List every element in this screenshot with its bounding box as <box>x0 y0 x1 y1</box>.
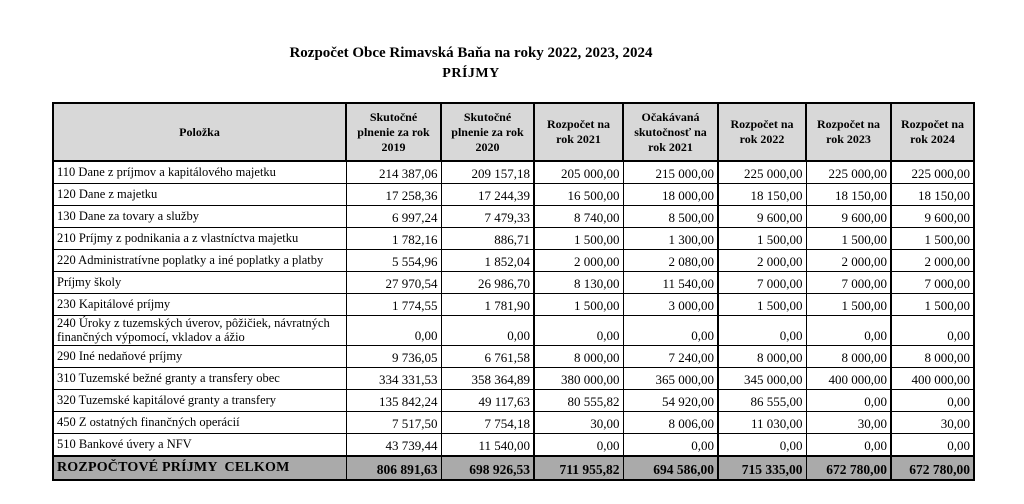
cell-value: 694 586,00 <box>623 456 718 480</box>
row-label: ROZPOČTOVÉ PRÍJMY CELKOM <box>53 456 346 480</box>
cell-value: 0,00 <box>891 316 974 346</box>
cell-value: 1 500,00 <box>891 228 974 250</box>
table-body <box>53 161 974 480</box>
cell-value: 1 500,00 <box>534 294 623 316</box>
cell-value: 806 891,63 <box>346 456 441 480</box>
table-row <box>53 367 974 389</box>
cell-value: 18 150,00 <box>891 184 974 206</box>
cell-value: 43 739,44 <box>346 433 441 456</box>
row-label: 110 Dane z príjmov a kapitálového majetku <box>53 161 346 184</box>
cell-value: 1 500,00 <box>718 294 806 316</box>
cell-value: 1 852,04 <box>441 250 534 272</box>
cell-value: 9 600,00 <box>806 206 891 228</box>
cell-value: 80 555,82 <box>534 389 623 411</box>
document-title: Rozpočet Obce Rimavská Baňa na roky 2022, 2023, 2024 <box>289 45 653 61</box>
row-label: 510 Bankové úvery a NFV <box>53 433 346 456</box>
cell-value: 8 000,00 <box>534 345 623 367</box>
cell-value: 214 387,06 <box>346 161 441 184</box>
table-row <box>53 184 974 206</box>
cell-value: 8 500,00 <box>623 206 718 228</box>
cell-value: 6 761,58 <box>441 345 534 367</box>
cell-value: 8 000,00 <box>806 345 891 367</box>
column-header: Rozpočet na rok 2023 <box>806 103 891 161</box>
cell-value: 7 000,00 <box>891 272 974 294</box>
cell-value: 1 781,90 <box>441 294 534 316</box>
cell-value: 225 000,00 <box>718 161 806 184</box>
cell-value: 9 600,00 <box>891 206 974 228</box>
cell-value: 2 080,00 <box>623 250 718 272</box>
cell-value: 711 955,82 <box>534 456 623 480</box>
cell-value: 8 000,00 <box>891 345 974 367</box>
cell-value: 17 244,39 <box>441 184 534 206</box>
cell-value: 0,00 <box>806 433 891 456</box>
cell-value: 2 000,00 <box>534 250 623 272</box>
cell-value: 0,00 <box>623 316 718 346</box>
cell-value: 345 000,00 <box>718 367 806 389</box>
cell-value: 715 335,00 <box>718 456 806 480</box>
cell-value: 30,00 <box>806 411 891 433</box>
cell-value: 215 000,00 <box>623 161 718 184</box>
document-subtitle: PRÍJMY <box>442 65 500 81</box>
cell-value: 11 540,00 <box>441 433 534 456</box>
cell-value: 205 000,00 <box>534 161 623 184</box>
table-row <box>53 294 974 316</box>
cell-value: 380 000,00 <box>534 367 623 389</box>
cell-value: 400 000,00 <box>891 367 974 389</box>
cell-value: 225 000,00 <box>891 161 974 184</box>
cell-value: 16 500,00 <box>534 184 623 206</box>
cell-value: 7 000,00 <box>718 272 806 294</box>
row-label: 320 Tuzemské kapitálové granty a transfery <box>53 389 346 411</box>
cell-value: 5 554,96 <box>346 250 441 272</box>
cell-value: 0,00 <box>441 316 534 346</box>
column-header: Skutočné plnenie za rok 2019 <box>346 103 441 161</box>
cell-value: 8 740,00 <box>534 206 623 228</box>
table-row <box>53 433 974 456</box>
title-block <box>0 44 942 82</box>
row-label: 290 Iné nedaňové príjmy <box>53 345 346 367</box>
cell-value: 26 986,70 <box>441 272 534 294</box>
table-row <box>53 345 974 367</box>
column-header-polozka: Položka <box>53 103 346 161</box>
cell-value: 0,00 <box>806 316 891 346</box>
cell-value: 8 130,00 <box>534 272 623 294</box>
cell-value: 7 479,33 <box>441 206 534 228</box>
row-label: 240 Úroky z tuzemských úverov, pôžičiek, návratných finančných výpomocí, vkladov a ážio <box>53 316 346 346</box>
cell-value: 1 500,00 <box>534 228 623 250</box>
cell-value: 334 331,53 <box>346 367 441 389</box>
cell-value: 0,00 <box>534 433 623 456</box>
cell-value: 54 920,00 <box>623 389 718 411</box>
column-header: Očakávaná skutočnosť na rok 2021 <box>623 103 718 161</box>
cell-value: 0,00 <box>718 433 806 456</box>
cell-value: 0,00 <box>534 316 623 346</box>
cell-value: 30,00 <box>534 411 623 433</box>
cell-value: 17 258,36 <box>346 184 441 206</box>
cell-value: 11 030,00 <box>718 411 806 433</box>
table-row <box>53 389 974 411</box>
row-label: 120 Dane z majetku <box>53 184 346 206</box>
cell-value: 209 157,18 <box>441 161 534 184</box>
cell-value: 886,71 <box>441 228 534 250</box>
cell-value: 18 150,00 <box>806 184 891 206</box>
cell-value: 365 000,00 <box>623 367 718 389</box>
cell-value: 7 754,18 <box>441 411 534 433</box>
cell-value: 2 000,00 <box>718 250 806 272</box>
cell-value: 0,00 <box>891 433 974 456</box>
table-row <box>53 206 974 228</box>
cell-value: 698 926,53 <box>441 456 534 480</box>
cell-value: 18 000,00 <box>623 184 718 206</box>
cell-value: 0,00 <box>806 389 891 411</box>
cell-value: 27 970,54 <box>346 272 441 294</box>
row-label: 310 Tuzemské bežné granty a transfery obec <box>53 367 346 389</box>
cell-value: 1 500,00 <box>891 294 974 316</box>
row-label: Príjmy školy <box>53 272 346 294</box>
row-label: 220 Administratívne poplatky a iné poplatky a platby <box>53 250 346 272</box>
cell-value: 11 540,00 <box>623 272 718 294</box>
cell-value: 49 117,63 <box>441 389 534 411</box>
table-row <box>53 316 974 346</box>
row-label: 210 Príjmy z podnikania a z vlastníctva majetku <box>53 228 346 250</box>
budget-income-table <box>52 102 975 481</box>
cell-value: 672 780,00 <box>891 456 974 480</box>
cell-value: 18 150,00 <box>718 184 806 206</box>
column-header: Rozpočet na rok 2021 <box>534 103 623 161</box>
row-label: 450 Z ostatných finančných operácií <box>53 411 346 433</box>
total-row <box>53 456 974 480</box>
cell-value: 8 006,00 <box>623 411 718 433</box>
column-header: Skutočné plnenie za rok 2020 <box>441 103 534 161</box>
table-row <box>53 228 974 250</box>
cell-value: 135 842,24 <box>346 389 441 411</box>
cell-value: 0,00 <box>891 389 974 411</box>
cell-value: 0,00 <box>346 316 441 346</box>
cell-value: 400 000,00 <box>806 367 891 389</box>
table-row <box>53 161 974 184</box>
column-header: Rozpočet na rok 2022 <box>718 103 806 161</box>
cell-value: 1 782,16 <box>346 228 441 250</box>
cell-value: 0,00 <box>623 433 718 456</box>
cell-value: 2 000,00 <box>891 250 974 272</box>
cell-value: 9 600,00 <box>718 206 806 228</box>
cell-value: 7 000,00 <box>806 272 891 294</box>
cell-value: 8 000,00 <box>718 345 806 367</box>
cell-value: 0,00 <box>718 316 806 346</box>
cell-value: 225 000,00 <box>806 161 891 184</box>
table-row <box>53 411 974 433</box>
table-row <box>53 250 974 272</box>
cell-value: 2 000,00 <box>806 250 891 272</box>
cell-value: 1 300,00 <box>623 228 718 250</box>
cell-value: 7 240,00 <box>623 345 718 367</box>
cell-value: 6 997,24 <box>346 206 441 228</box>
table-row <box>53 272 974 294</box>
cell-value: 7 517,50 <box>346 411 441 433</box>
column-header: Rozpočet na rok 2024 <box>891 103 974 161</box>
cell-value: 1 500,00 <box>806 294 891 316</box>
row-label: 230 Kapitálové príjmy <box>53 294 346 316</box>
cell-value: 358 364,89 <box>441 367 534 389</box>
cell-value: 672 780,00 <box>806 456 891 480</box>
cell-value: 86 555,00 <box>718 389 806 411</box>
cell-value: 30,00 <box>891 411 974 433</box>
cell-value: 1 500,00 <box>718 228 806 250</box>
row-label: 130 Dane za tovary a služby <box>53 206 346 228</box>
cell-value: 9 736,05 <box>346 345 441 367</box>
header-row <box>53 103 974 161</box>
cell-value: 1 500,00 <box>806 228 891 250</box>
cell-value: 3 000,00 <box>623 294 718 316</box>
cell-value: 1 774,55 <box>346 294 441 316</box>
